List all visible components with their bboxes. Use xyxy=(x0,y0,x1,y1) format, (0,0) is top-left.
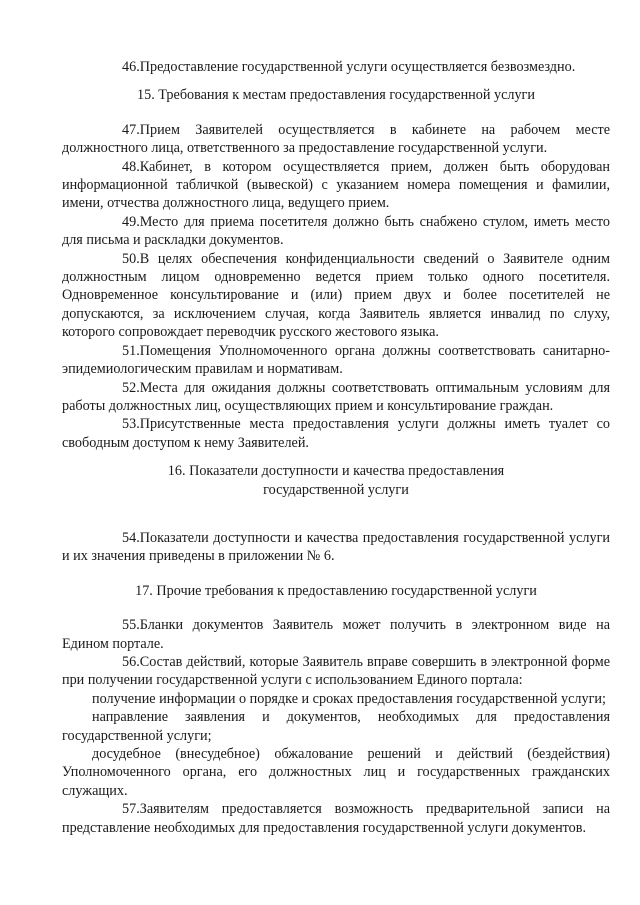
paragraph-56 xyxy=(62,653,610,690)
paragraph-57 xyxy=(62,800,610,837)
paragraph-number: 54. xyxy=(122,529,140,546)
paragraph-48 xyxy=(62,158,610,213)
paragraph-52 xyxy=(62,379,610,416)
paragraph-text: Кабинет, в котором осуществляется прием, должен быть оборудован информационной табличкой (вывеской) с указанием номера помещения и фамилии, имени, отчества должностного лица, ведущего прием. xyxy=(62,158,610,212)
paragraph-54 xyxy=(62,529,610,566)
section-heading-15: 15. Требования к местам предоставления государственной услуги xyxy=(137,87,535,104)
paragraph-number: 52. xyxy=(122,379,140,396)
paragraph-number: 55. xyxy=(122,617,140,634)
list-item: досудебное (внесудебное) обжалование решений и действий (бездействия) Уполномоченного органа, его должностных лиц и государственных гражданских служащих. xyxy=(62,746,610,799)
paragraph-number: 48. xyxy=(122,158,140,175)
paragraph-text: Присутственные места предоставления услуги должны иметь туалет со свободным доступом к нему Заявителей. xyxy=(62,416,610,451)
section-heading-16-line2: государственной услуги xyxy=(263,481,409,498)
paragraph-text: Прием Заявителей осуществляется в кабинете на рабочем месте должностного лица, ответственного за предоставление государственной услуги. xyxy=(62,121,610,157)
paragraph-text: Помещения Уполномоченного органа должны соответствовать санитарно-эпидемиологическим правилам и нормативам. xyxy=(62,342,610,378)
list-item: получение информации о порядке и сроках предоставления государственной услуги; xyxy=(92,690,606,707)
paragraph-number: 49. xyxy=(122,213,140,230)
paragraph-text: Состав действий, которые Заявитель вправе совершить в электронной форме при получении государственной услуги с использованием Единого портала: xyxy=(62,653,610,689)
paragraph-50 xyxy=(62,250,610,342)
paragraph-text: В целях обеспечения конфиденциальности сведений о Заявителе одним должностным лицом одновременно ведется прием только одного посетителя. Одновременное консультирование и (или) прием двух и более посетителей не допускаются, за исключением случая, когда Заявитель является инвалид по слуху, которого сопровождает переводчик русского жестового языка. xyxy=(62,250,610,341)
paragraph-number: 50. xyxy=(122,250,140,267)
paragraph-47 xyxy=(62,121,610,158)
paragraph-46 xyxy=(62,58,610,76)
paragraph-number: 47. xyxy=(122,121,140,138)
paragraph-number: 51. xyxy=(122,342,140,359)
paragraph-text: Заявителям предоставляется возможность предварительной записи на представление необходимых для предоставления государственной услуги документов. xyxy=(62,801,610,836)
section-heading-16-line1: 16. Показатели доступности и качества предоставления xyxy=(167,463,505,480)
list-item: направление заявления и документов, необходимых для предоставления государственной услуги; xyxy=(62,709,610,744)
paragraph-51 xyxy=(62,342,610,379)
paragraph-number: 56. xyxy=(122,653,140,670)
paragraph-text: Бланки документов Заявитель может получить в электронном виде на Едином портале. xyxy=(62,617,610,652)
paragraph-49 xyxy=(62,213,610,250)
paragraph-text: Места для ожидания должны соответствовать оптимальным условиям для работы должностных лиц, осуществляющих прием и консультирование граждан. xyxy=(62,379,610,414)
paragraph-number: 57. xyxy=(122,801,140,818)
paragraph-55 xyxy=(62,616,610,653)
paragraph-number: 53. xyxy=(122,416,140,433)
paragraph-53 xyxy=(62,415,610,452)
paragraph-text: Предоставление государственной услуги осуществляется безвозмездно. xyxy=(139,59,576,75)
paragraph-number: 46. xyxy=(122,59,140,75)
paragraph-text: Место для приема посетителя должно быть снабжено стулом, иметь место для письма и раскладки документов. xyxy=(62,213,610,249)
paragraph-text: Показатели доступности и качества предоставления государственной услуги и их значения приведены в приложении № 6. xyxy=(62,529,610,565)
section-heading-17: 17. Прочие требования к предоставлению государственной услуги xyxy=(135,582,537,599)
